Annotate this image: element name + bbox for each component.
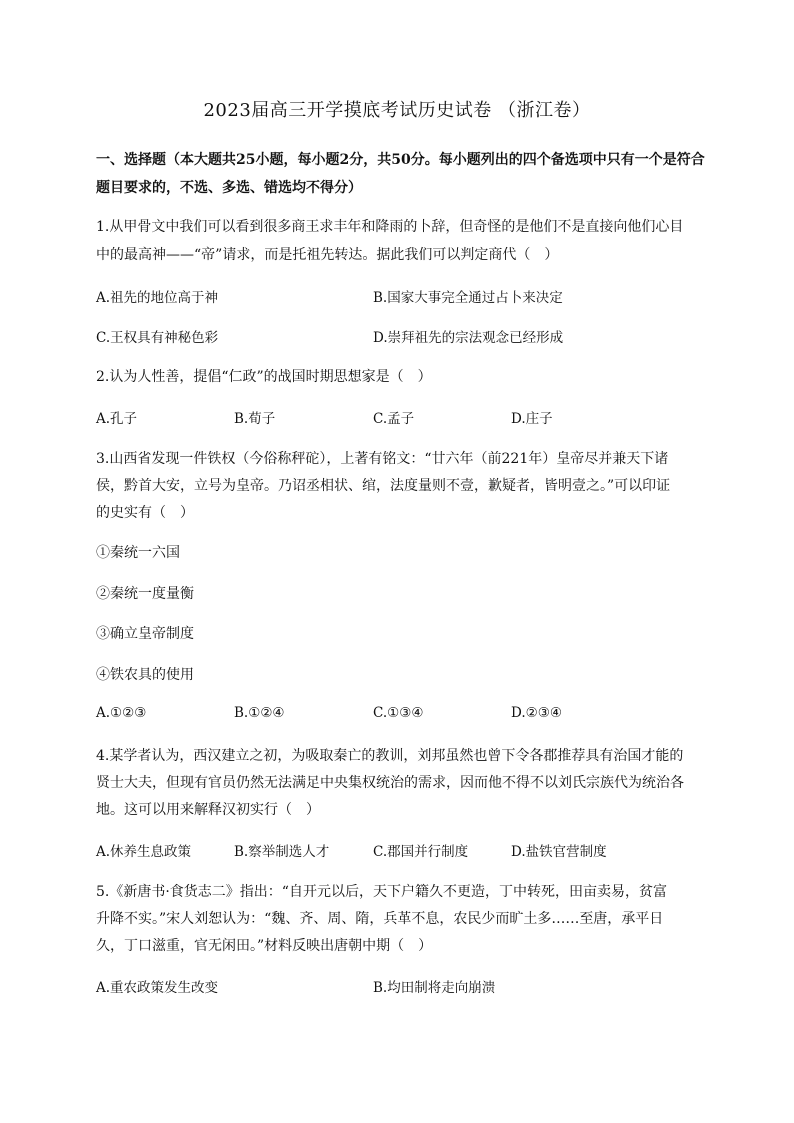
q5-stem-line-1: 5.《新唐书·食货志二》指出：“自开元以后，天下户籍久不更造，丁中转死，田亩卖易，贫富 [96, 884, 667, 900]
q1-option-d: D.崇拜祖先的宗法观念已经形成 [373, 330, 564, 346]
q4-stem-line-3: 地。这可以用来解释汉初实行（ ） [96, 802, 320, 818]
q3-option-a: A.①②③ [96, 705, 147, 721]
q3-stem-line-1: 3.山西省发现一件铁权（今俗称秤砣），上著有铭文：“廿六年（前221年）皇帝尽并兼天下诸 [96, 451, 669, 467]
q5-option-a: A.重农政策发生改变 [96, 980, 219, 996]
q3-item-1: ①秦统一六国 [96, 545, 180, 561]
q4-option-b: B.察举制选人才 [234, 844, 330, 860]
q3-option-c: C.①③④ [373, 705, 424, 721]
section-heading: 一、选择题（本大题共25小题，每小题2分，共50分。每小题列出的四个备选项中只有一个是符合题目要求的，不选、多选、错选均不得分） [96, 152, 705, 196]
q4-option-d: D.盐铁官营制度 [511, 844, 607, 860]
q1-stem-line-1: 1.从甲骨文中我们可以看到很多商王求丰年和降雨的卜辞，但奇怪的是他们不是直接向他们心目 [96, 219, 684, 235]
q3-stem-line-2: 侯，黔首大安，立号为皇帝。乃诏丞相状、绾，法度量则不壹，歉疑者，皆明壹之。”可以印证 [96, 478, 671, 494]
q1-option-a: A.祖先的地位高于神 [96, 290, 219, 306]
q3-item-3: ③确立皇帝制度 [96, 626, 194, 642]
q2-option-a: A.孔子 [96, 411, 138, 427]
q3-item-2: ②秦统一度量衡 [96, 586, 194, 602]
exam-title: 2023届高三开学摸底考试历史试卷 （浙江卷） [203, 100, 591, 121]
q1-stem-line-2: 中的最高神——“帝”请求，而是托祖先转达。据此我们可以判定商代（ ） [96, 247, 559, 263]
q1-option-c: C.王权具有神秘色彩 [96, 330, 219, 346]
q2-option-b: B.荀子 [234, 411, 276, 427]
q5-stem-line-2: 升降不实。”宋人刘恕认为：“魏、齐、周、隋，兵革不息，农民少而旷土多……至唐，承平日 [96, 911, 664, 927]
q3-option-b: B.①②④ [234, 705, 285, 721]
q2-option-c: C.孟子 [373, 411, 415, 427]
q2-option-d: D.庄子 [511, 411, 553, 427]
q3-item-4: ④铁农具的使用 [96, 667, 194, 683]
q2-stem-line-1: 2.认为人性善，提倡“仁政”的战国时期思想家是（ ） [96, 369, 432, 385]
q4-stem-line-1: 4.某学者认为，西汉建立之初，为吸取秦亡的教训，刘邦虽然也曾下令各郡推荐具有治国才能的 [96, 748, 684, 764]
q5-stem-line-3: 久，丁口滋重，官无闲田。”材料反映出唐朝中期（ ） [96, 938, 433, 954]
q3-option-d: D.②③④ [511, 705, 562, 721]
q5-option-b: B.均田制将走向崩溃 [373, 980, 496, 996]
q3-stem-line-3: 的史实有（ ） [96, 505, 194, 521]
q4-option-a: A.休养生息政策 [96, 844, 192, 860]
q4-option-c: C.郡国并行制度 [373, 844, 469, 860]
q4-stem-line-2: 贤士大夫，但现有官员仍然无法满足中央集权统治的需求，因而他不得不以刘氏宗族代为统治各 [96, 775, 684, 791]
q1-option-b: B.国家大事完全通过占卜来决定 [373, 290, 563, 306]
